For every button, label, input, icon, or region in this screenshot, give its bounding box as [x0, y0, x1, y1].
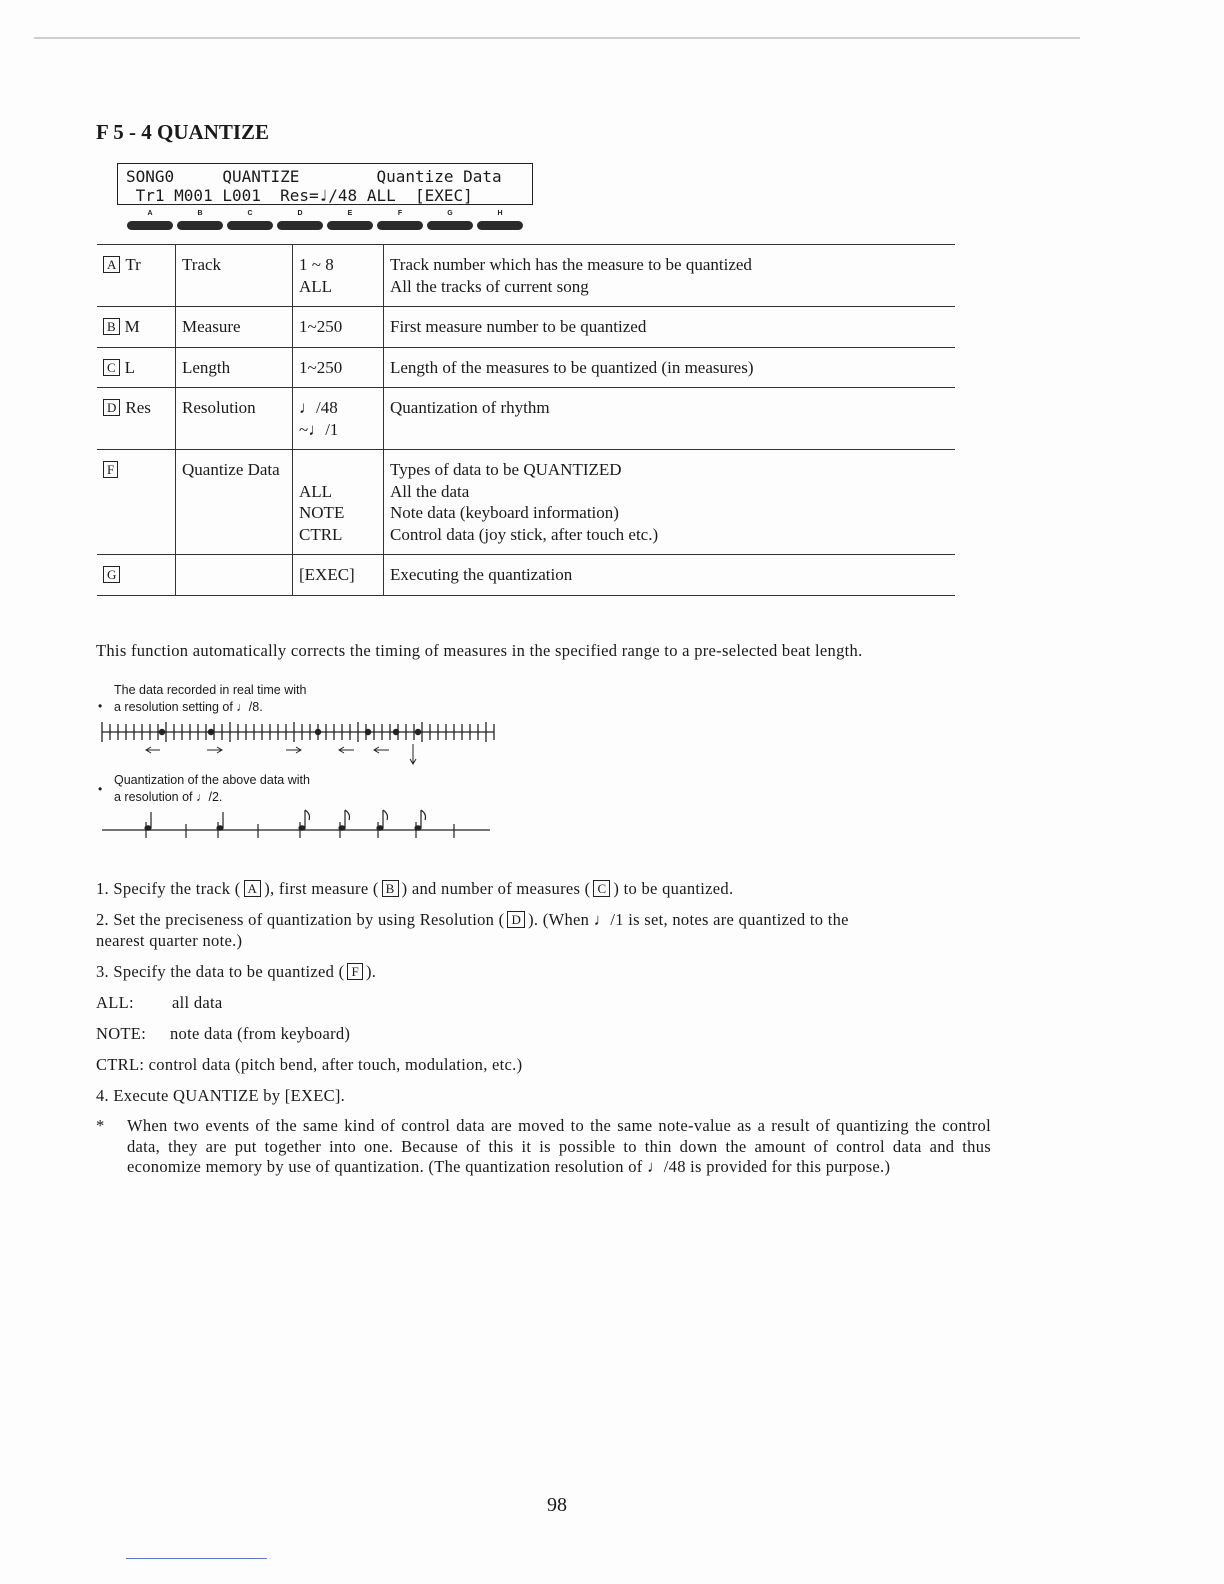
- param-desc: Track number which has the measure to be quantized: [390, 255, 752, 274]
- param-desc: Types of data to be QUANTIZED: [390, 460, 622, 479]
- param-abbr: M: [124, 317, 140, 336]
- note-symbols: [145, 810, 426, 830]
- param-value: [EXEC]: [299, 565, 355, 584]
- intro-paragraph: This function automatically corrects the timing of measures in the specified range to a pre-selected beat length.: [96, 641, 863, 660]
- key-ref-f: F: [347, 963, 363, 980]
- param-value: ALL: [299, 481, 333, 501]
- soft-key-b[interactable]: B: [177, 210, 223, 230]
- key-label: B: [103, 318, 120, 335]
- event-dot: [159, 729, 164, 734]
- param-abbr: Res: [125, 398, 151, 417]
- table-row: [97, 347, 955, 388]
- option-note: NOTE: note data (from keyboard): [96, 1024, 351, 1043]
- figure-caption-1a: The data recorded in real time with: [114, 683, 307, 697]
- soft-key-h[interactable]: H: [477, 210, 523, 230]
- param-desc: Executing the quantization: [390, 565, 573, 584]
- param-name: Track: [176, 245, 293, 307]
- event-dot: [415, 729, 420, 734]
- param-name: Quantize Data: [176, 450, 293, 555]
- key-ref-d: D: [507, 911, 525, 928]
- key-label: A: [103, 256, 120, 273]
- param-desc: All the data: [390, 481, 470, 501]
- soft-key-d[interactable]: D: [277, 210, 323, 230]
- step-3: 3. Specify the data to be quantized ( F ).: [96, 962, 377, 981]
- page-title: F 5 - 4 QUANTIZE: [96, 120, 270, 144]
- soft-key-f[interactable]: F: [377, 210, 423, 230]
- table-row: [97, 450, 955, 555]
- param-name: Measure: [176, 307, 293, 348]
- key-label: D: [103, 399, 120, 416]
- param-value: CTRL: [299, 524, 343, 544]
- param-desc: All the tracks of current song: [390, 276, 589, 296]
- param-name: Resolution: [176, 388, 293, 450]
- param-name: Length: [176, 347, 293, 388]
- param-desc: First measure number to be quantized: [390, 317, 647, 336]
- param-desc: Length of the measures to be quantized (in measures): [390, 357, 754, 377]
- step-1: 1. Specify the track ( A ), first measure ( B ) and number of measures ( C ) to be quantized.: [96, 879, 734, 898]
- option-ctrl: CTRL: control data (pitch bend, after touch, modulation, etc.): [96, 1055, 523, 1074]
- figure-caption-2b: a resolution of ♩/2.: [114, 790, 223, 804]
- param-desc: Quantization of rhythm: [390, 398, 550, 417]
- key-ref-b: B: [382, 880, 399, 897]
- table-row: [97, 307, 955, 348]
- note-asterisk: *: [96, 1116, 105, 1135]
- param-value: 1~250: [299, 357, 343, 377]
- event-dot: [393, 729, 398, 734]
- bullet: •: [98, 782, 103, 796]
- event-dot: [365, 729, 370, 734]
- step-2: 2. Set the preciseness of quantization by using Resolution ( D ). (When ♩/1 is set, notes are quantized to the nearest quarter note.): [96, 910, 849, 950]
- param-value: NOTE: [299, 503, 345, 522]
- key-label: F: [103, 461, 118, 478]
- figure-caption-2a: Quantization of the above data with: [114, 773, 310, 787]
- soft-key-row: [127, 210, 527, 240]
- table-row: [97, 388, 955, 450]
- param-value: [299, 459, 377, 481]
- table-row: [97, 555, 955, 596]
- soft-key-a[interactable]: A: [127, 210, 173, 230]
- param-desc: Control data (joy stick, after touch etc.): [390, 524, 659, 544]
- soft-key-e[interactable]: E: [327, 210, 373, 230]
- param-abbr: Tr: [125, 255, 141, 274]
- top-rule: [34, 37, 1080, 39]
- param-name: [176, 555, 293, 596]
- event-dot: [315, 729, 320, 734]
- key-ref-a: A: [244, 880, 262, 897]
- param-desc: Note data (keyboard information): [390, 503, 619, 522]
- param-value: 1~250: [299, 317, 343, 336]
- figure-caption-1b: a resolution setting of ♩/8.: [114, 700, 263, 714]
- soft-key-c[interactable]: C: [227, 210, 273, 230]
- note-paragraph: When two events of the same kind of control data are moved to the same note-value as a result of quantizing the control data, they are put together into one. Because of this it is possible to thin down the amount of control data and thus economize memory by use of quantization. (The quantization resolution of ♩/48 is provided for this purpose.): [127, 1116, 991, 1176]
- step-4: 4. Execute QUANTIZE by [EXEC].: [96, 1086, 346, 1105]
- parameter-table: [97, 244, 955, 596]
- page-number: 98: [547, 1494, 567, 1516]
- param-value: ALL: [299, 276, 333, 296]
- event-dot: [208, 729, 213, 734]
- quantized-timeline: [96, 804, 516, 848]
- soft-key-g[interactable]: G: [427, 210, 473, 230]
- key-ref-c: C: [593, 880, 610, 897]
- realtime-timeline: [96, 716, 516, 772]
- footer-rule: [126, 1558, 267, 1559]
- key-label: C: [103, 359, 120, 376]
- lcd-line-1: SONG0 QUANTIZE Quantize Data: [126, 167, 502, 186]
- key-label: G: [103, 566, 120, 583]
- bullet: •: [98, 699, 103, 713]
- option-all: ALL: all data: [96, 993, 223, 1012]
- shift-arrows: [146, 744, 416, 764]
- table-row: [97, 245, 955, 307]
- param-value: 1 ~ 8: [299, 255, 334, 274]
- lcd-line-2: Tr1 M001 L001 Res=♩/48 ALL [EXEC]: [126, 186, 473, 205]
- param-value: ♩/48 ~♩/1: [299, 398, 339, 439]
- lcd-display: [117, 163, 533, 205]
- param-abbr: L: [124, 357, 136, 377]
